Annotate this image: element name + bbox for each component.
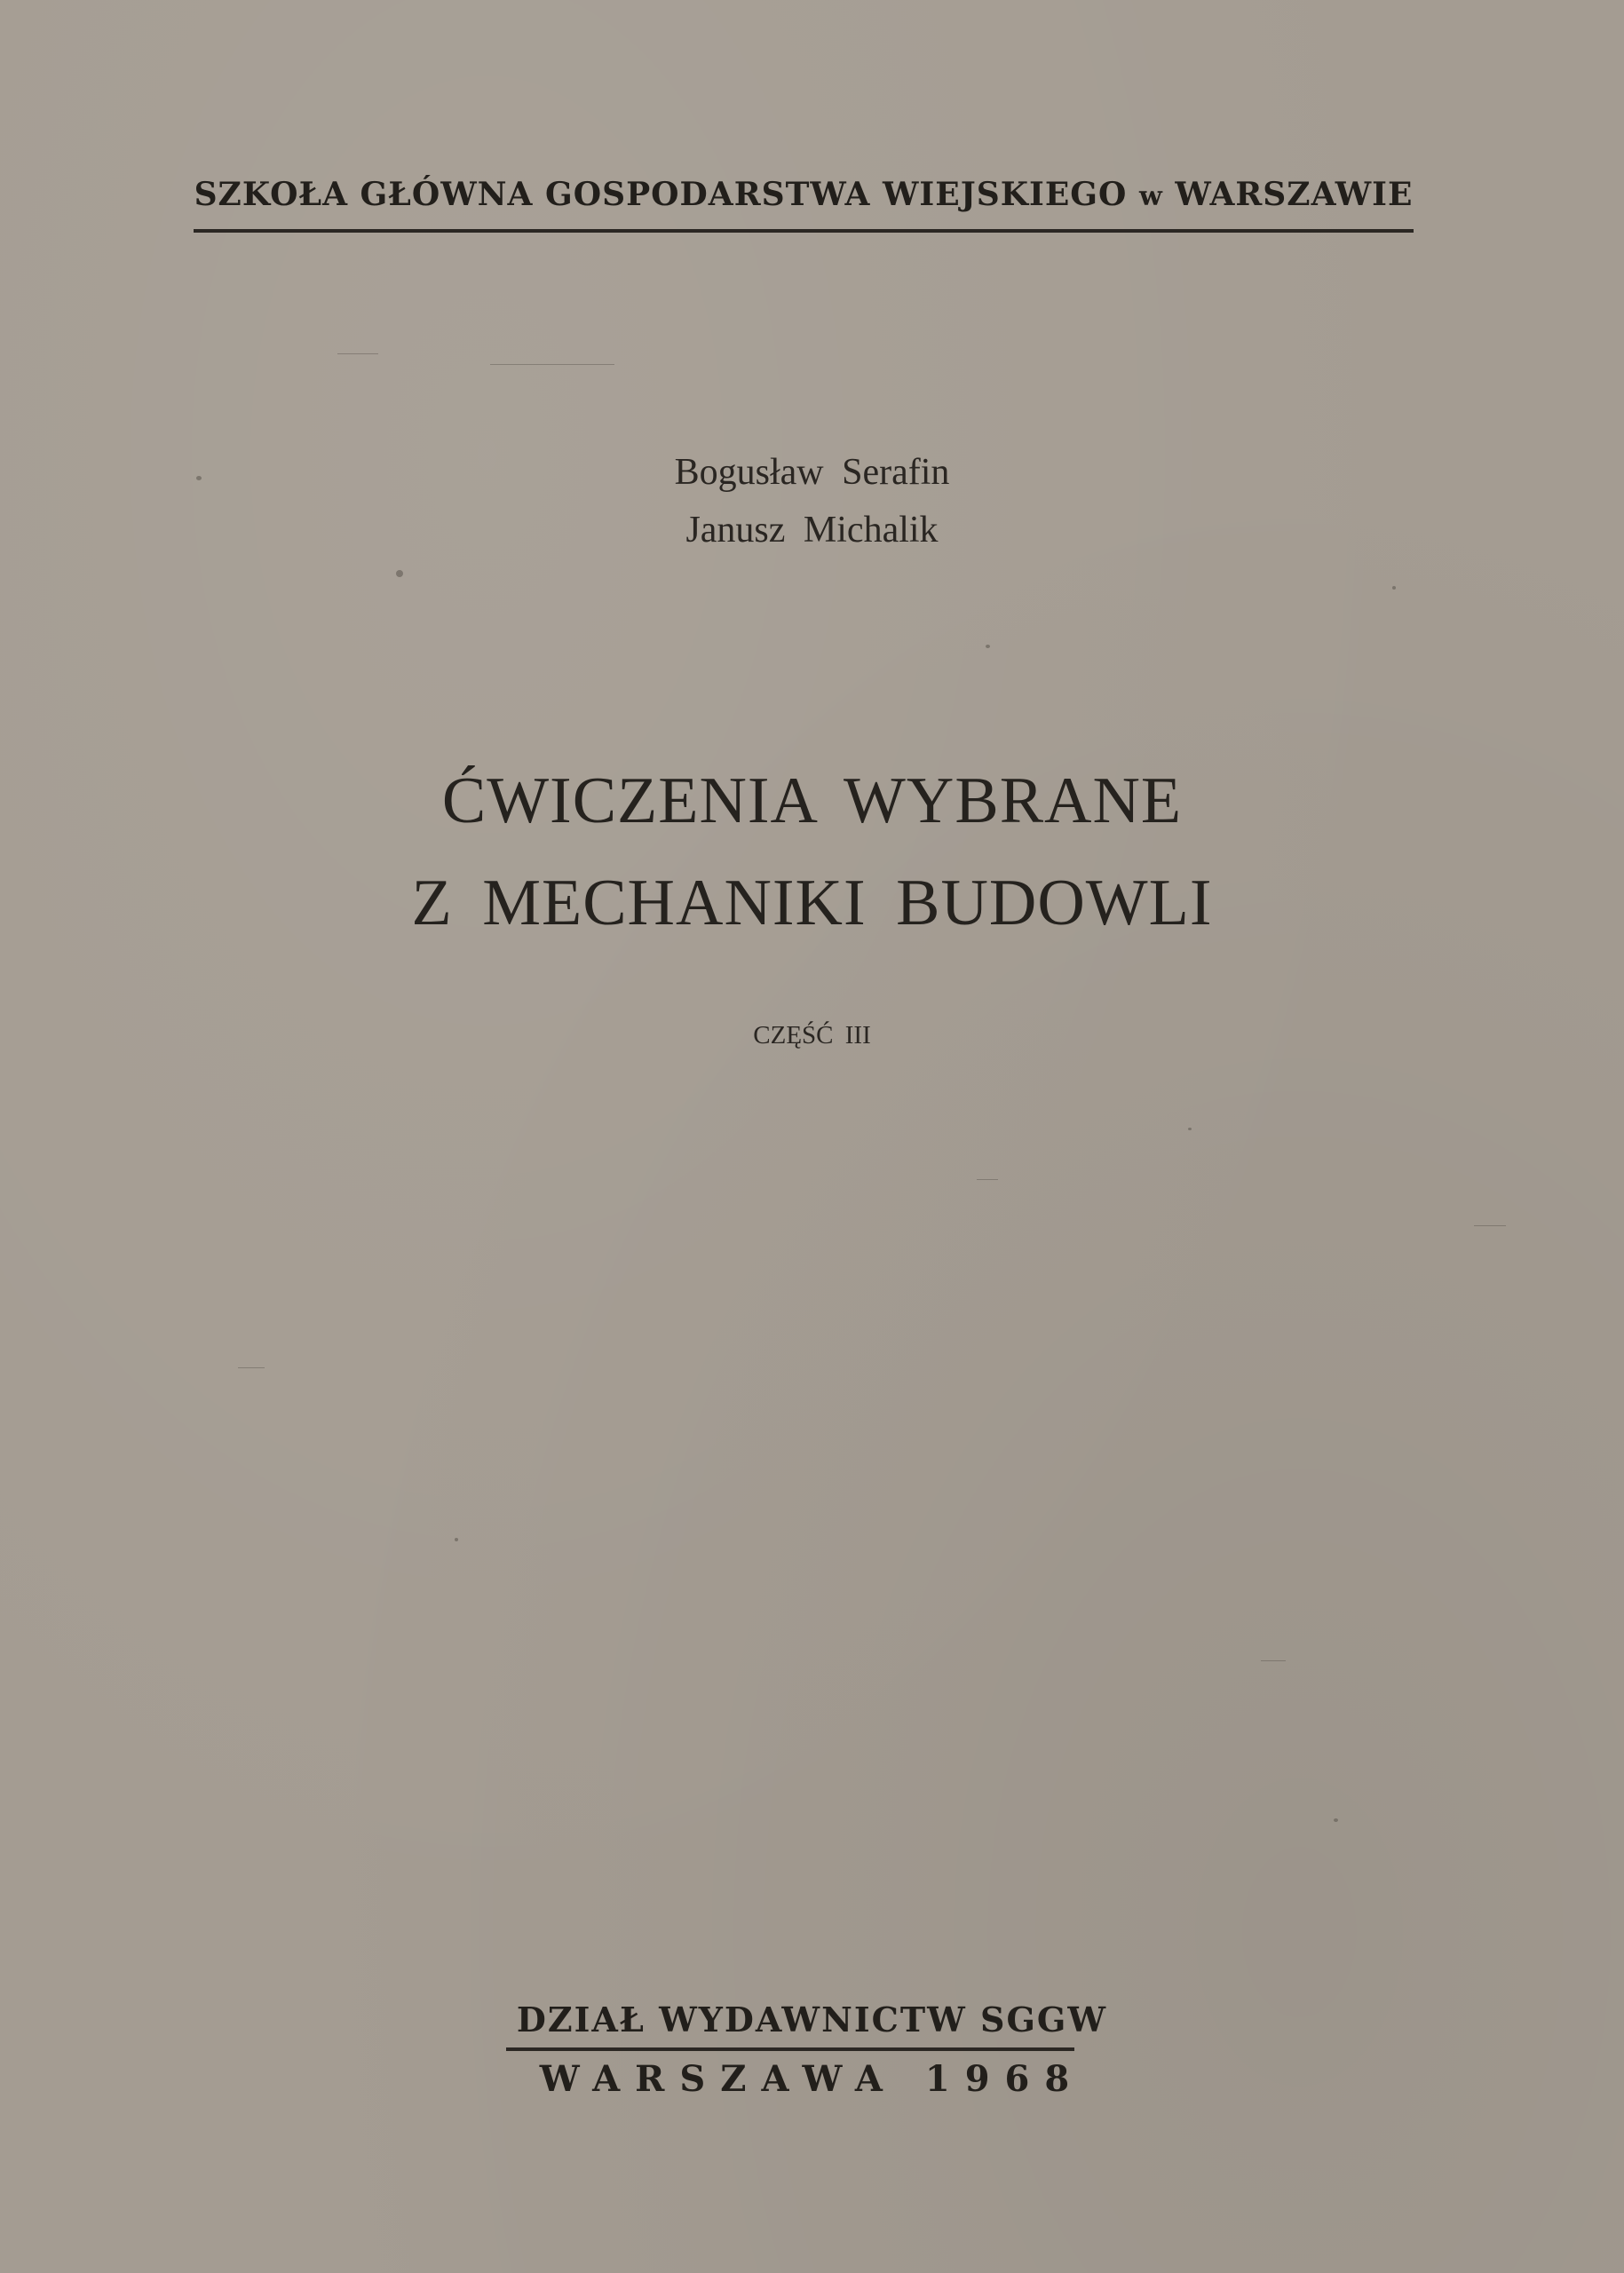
header-rule xyxy=(194,229,1414,233)
paper-speck xyxy=(1392,586,1396,590)
institution-name-part1: SZKOŁA GŁÓWNA GOSPODARSTWA WIEJSKIEGO xyxy=(194,176,1128,213)
paper-fiber xyxy=(238,1367,265,1368)
institution-name-connector: w xyxy=(1138,181,1163,212)
paper-speck xyxy=(396,570,403,577)
paper-speck xyxy=(986,645,990,648)
paper-speck xyxy=(1188,1128,1192,1130)
institution-name xyxy=(194,176,1414,213)
paper-fiber xyxy=(1261,1660,1286,1661)
paper-speck xyxy=(1334,1818,1338,1822)
author-1: Bogusław Serafin xyxy=(674,452,950,493)
paper-fiber xyxy=(977,1179,998,1180)
book-title-line-2: Z MECHANIKI BUDOWLI xyxy=(411,867,1213,939)
publisher-name: DZIAŁ WYDAWNICTW SGGW xyxy=(516,2000,1108,2039)
author-2: Janusz Michalik xyxy=(685,510,939,550)
part-number: CZĘŚĆ III xyxy=(753,1021,871,1049)
book-title-line-1: ĆWICZENIA WYBRANE xyxy=(441,764,1183,837)
institution-name-part2: WARSZAWIE xyxy=(1175,176,1414,213)
paper-speck xyxy=(455,1538,458,1541)
paper-fiber xyxy=(490,364,614,365)
publication-place-year: WARSZAWA 1968 xyxy=(539,2058,1085,2100)
paper-fiber xyxy=(1474,1225,1506,1226)
publisher-rule xyxy=(506,2047,1074,2051)
paper-fiber xyxy=(337,353,378,354)
